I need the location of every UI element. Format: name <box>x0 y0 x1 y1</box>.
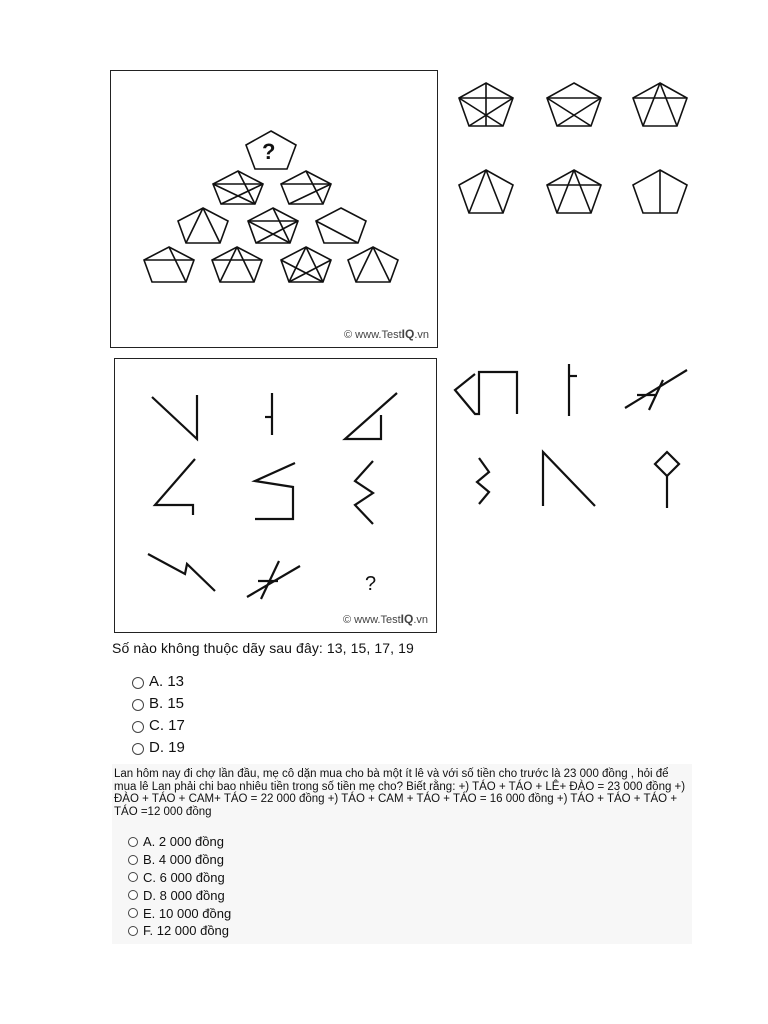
question-mark: ? <box>365 573 377 595</box>
radio-icon[interactable] <box>128 890 138 900</box>
watermark: © www.TestIQ.vn <box>343 612 428 626</box>
option-c[interactable]: C. 6 000 đồng <box>128 869 231 887</box>
radio-icon[interactable] <box>132 743 144 755</box>
radio-icon[interactable] <box>132 721 144 733</box>
option-b[interactable]: B. 4 000 đồng <box>128 851 231 869</box>
question-2-text: Lan hôm nay đi chợ lần đầu, mẹ cô dặn mua cho bà một ít lê và với số tiền cho trước là 23 000 đồng , hỏi để mua lê Lan phải chi bao nhiêu tiền trong số tiền mẹ cho? Biết rằng: +) TÁO + TÁO + LÊ+ ĐÀO = 23 000 đồng +) ĐÀO + TÁO + CAM+ TÁO = 22 000 đồng +) TÁO + CAM + TÁO + TÁO = 16 000 đồng +) TÁO + TÁO + TÁO + TÁO =12 000 đồng <box>114 768 686 818</box>
pentagon-puzzle-panel <box>110 70 438 348</box>
option-a[interactable]: A. 13 <box>132 670 185 692</box>
option-d[interactable]: D. 19 <box>132 736 185 758</box>
radio-icon[interactable] <box>132 677 144 689</box>
question-1-text: Số nào không thuộc dãy sau đây: 13, 15, 17, 19 <box>112 640 414 656</box>
line-figure-answer-options <box>445 360 705 520</box>
option-f[interactable]: F. 12 000 đồng <box>128 922 231 940</box>
option-e[interactable]: E. 10 000 đồng <box>128 904 231 922</box>
pentagon-answer-options <box>445 70 705 230</box>
radio-icon[interactable] <box>128 908 138 918</box>
radio-icon[interactable] <box>128 855 138 865</box>
radio-icon[interactable] <box>132 699 144 711</box>
question-mark: ? <box>262 139 276 164</box>
option-a[interactable]: A. 2 000 đồng <box>128 833 231 851</box>
option-d[interactable]: D. 8 000 đồng <box>128 886 231 904</box>
line-figure-puzzle-panel <box>114 358 437 633</box>
radio-icon[interactable] <box>128 872 138 882</box>
question-2-options <box>128 833 231 940</box>
option-c[interactable]: C. 17 <box>132 714 185 736</box>
radio-icon[interactable] <box>128 837 138 847</box>
watermark: © www.TestIQ.vn <box>344 327 429 341</box>
pentagon-pyramid-figure <box>111 71 437 347</box>
radio-icon[interactable] <box>128 926 138 936</box>
option-b[interactable]: B. 15 <box>132 692 185 714</box>
question-1-options <box>132 670 185 758</box>
line-figure-grid <box>115 359 436 632</box>
